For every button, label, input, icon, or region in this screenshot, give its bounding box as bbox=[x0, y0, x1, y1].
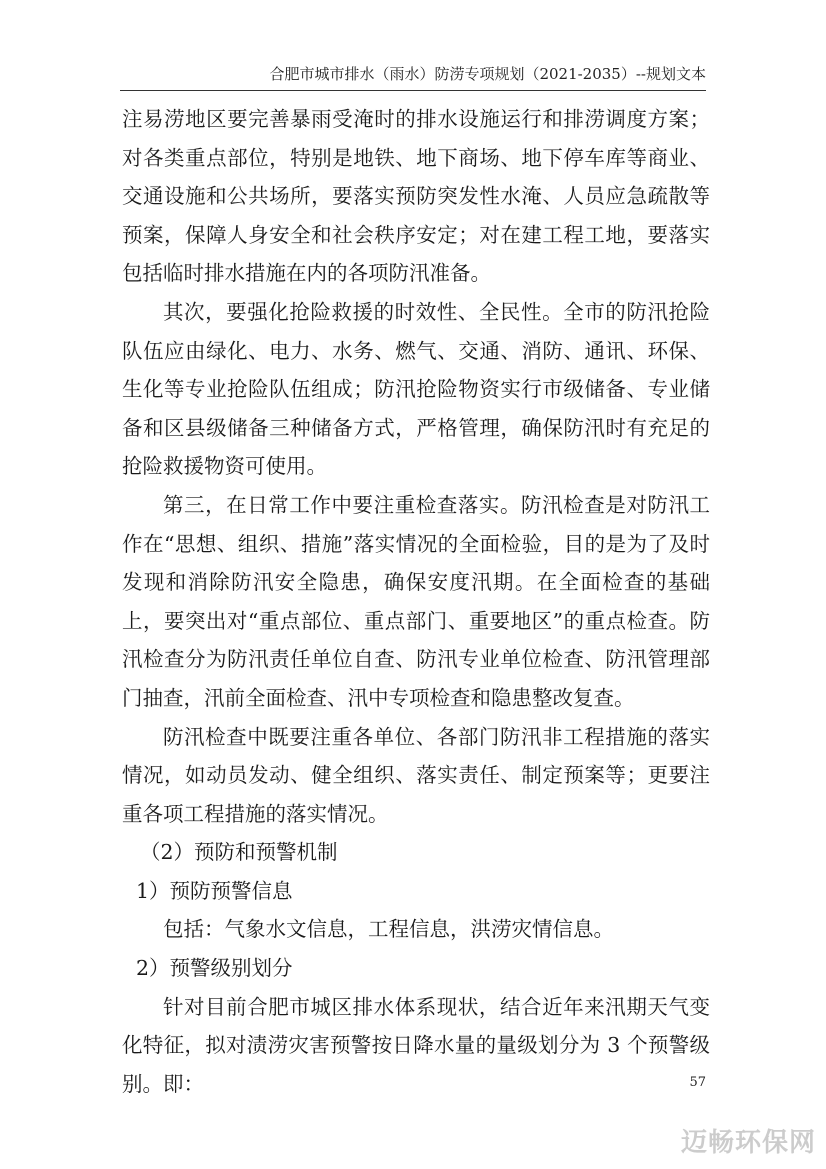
body-paragraph: 防汛检查中既要注重各单位、各部门防汛非工程措施的落实情况，如动员发动、健全组织、落实责任、制定预案等；更要注重各项工程措施的落实情况。 bbox=[122, 724, 710, 826]
body-paragraph: 第三，在日常工作中要注重检查落实。防汛检查是对防汛工作在“思想、组织、措施”落实情况的全面检验，目的是为了及时发现和消除防汛安全隐患，确保安度汛期。在全面检查的基础上，要突出对“重点部位、重点部门、重要地区”的重点检查。防汛检查分为防汛责任单位自查、防汛专业单位检查、防汛管理部门抽查，汛前全面检查、汛中专项检查和隐患整改复查。 bbox=[122, 492, 710, 710]
body-paragraph: 其次，要强化抢险救援的时效性、全民性。全市的防汛抢险队伍应由绿化、电力、水务、燃气、交通、消防、通讯、环保、生化等专业抢险队伍组成；防汛抢险物资实行市级储备、专业储备和区县级储备三种储备方式，严格管理，确保防汛时有充足的抢险救援物资可使用。 bbox=[122, 299, 710, 479]
section-heading: （2）预防和预警机制 bbox=[140, 840, 338, 865]
page-number: 57 bbox=[689, 1075, 706, 1090]
document-body bbox=[122, 100, 710, 1103]
body-paragraph: 针对目前合肥市城区排水体系现状，结合近年来汛期天气变化特征，拟对渍涝灾害预警按日降水量的量级划分为 3 个预警级别。即： bbox=[122, 994, 710, 1096]
body-paragraph: 注易涝地区要完善暴雨受淹时的排水设施运行和排涝调度方案；对各类重点部位，特别是地铁、地下商场、地下停车库等商业、交通设施和公共场所，要落实预防突发性水淹、人员应急疏散等预案，保障人身安全和社会秩序安定；对在建工程工地，要落实包括临时排水措施在内的各项防汛准备。 bbox=[122, 107, 710, 286]
subsection-heading: 1）预防预警信息 bbox=[136, 878, 293, 903]
watermark: 迈畅环保网 bbox=[680, 1128, 816, 1158]
subsection-heading: 2）预警级别划分 bbox=[136, 956, 293, 981]
page-header: 合肥市城市排水（雨水）防涝专项规划（2021-2035）--规划文本 bbox=[120, 64, 706, 91]
body-paragraph: 包括：气象水文信息，工程信息，洪涝灾情信息。 bbox=[163, 917, 614, 942]
